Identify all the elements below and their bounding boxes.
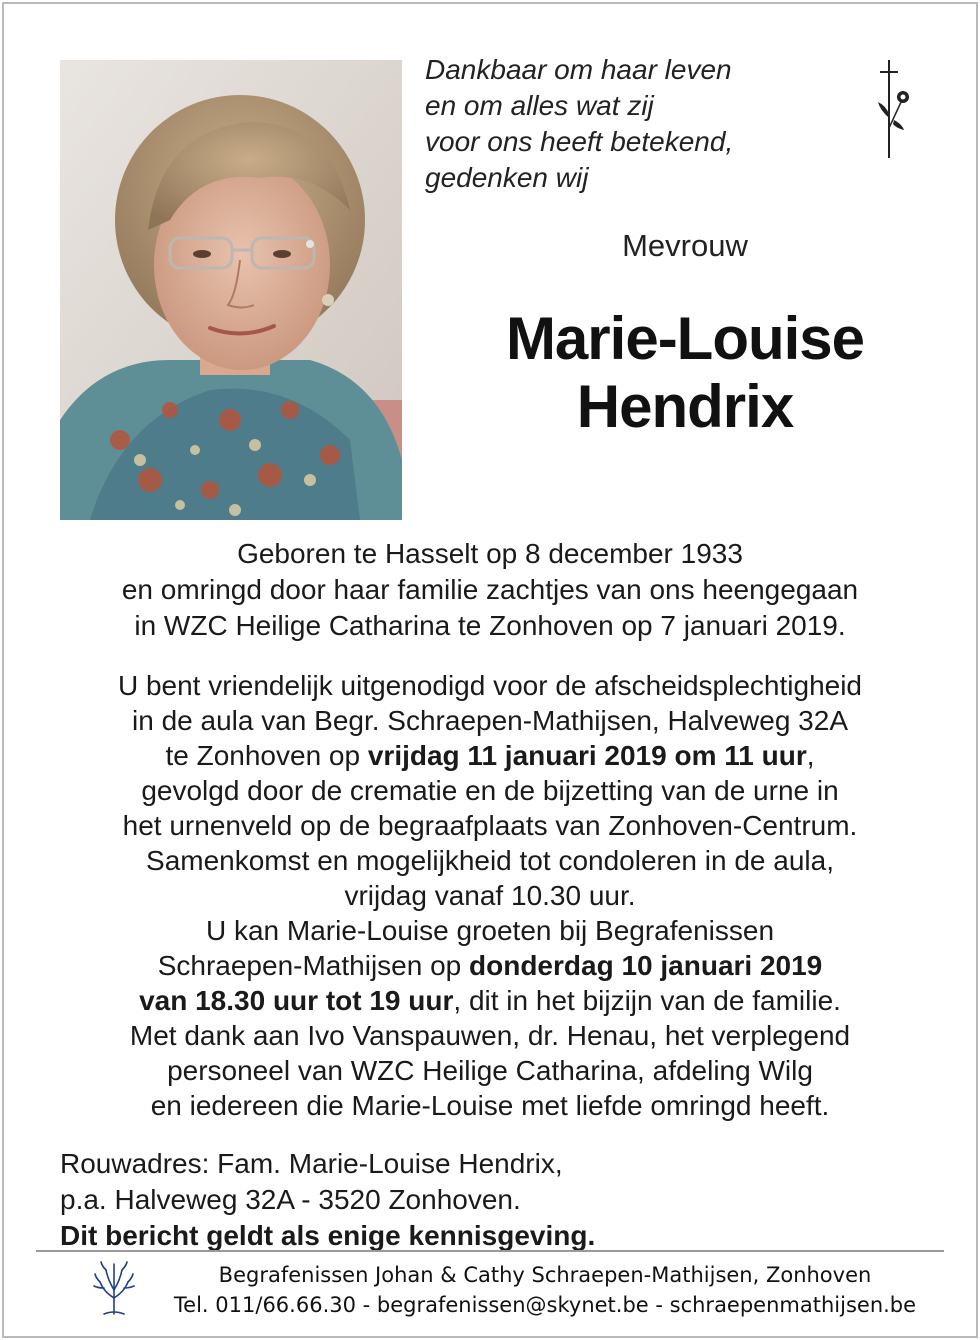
quote-line: voor ons heeft betekend, (425, 126, 734, 157)
text-line: Met dank aan Ivo Vanspauwen, dr. Henau, het verplegend (129, 1020, 851, 1051)
cross-with-rose-icon (872, 58, 912, 165)
address-line: Rouwadres: Fam. Marie-Louise Hendrix, (60, 1148, 563, 1179)
text-line (0, 983, 980, 1018)
ceremony-invitation (0, 668, 980, 1123)
visitation-date: donderdag 10 januari 2019 (469, 950, 823, 981)
salutation: Mevrouw (622, 228, 748, 263)
deceased-name (440, 305, 930, 441)
text-line: in WZC Heilige Catharina te Zonhoven op 7 januari 2019. (134, 610, 846, 641)
funeral-home-name: Begrafenissen Johan & Cathy Schraepen-Mathijsen, Zonhoven (218, 1263, 872, 1287)
text-line: en omringd door haar familie zachtjes van ons heengegaan (121, 574, 859, 605)
first-name: Marie-Louise (505, 305, 865, 372)
text-line: en iedereen die Marie-Louise met liefde omringd heeft. (150, 1090, 830, 1121)
quote-line: Dankbaar om haar leven (425, 54, 732, 85)
text-segment: Schraepen-Mathijsen op (157, 950, 470, 981)
text-segment: te Zonhoven op (165, 740, 368, 771)
birth-death-info (0, 536, 980, 644)
text-segment: , (806, 740, 815, 771)
last-name: Hendrix (576, 373, 794, 440)
text-line: gevolgd door de crematie en de bijzetting van de urne in (141, 775, 839, 806)
text-line (0, 738, 980, 773)
quote-line: en om alles wat zij (425, 90, 654, 121)
memorial-quote (425, 52, 805, 196)
text-line: vrijdag vanaf 10.30 uur. (344, 880, 636, 911)
funeral-home-footer (150, 1260, 940, 1320)
ceremony-date: vrijdag 11 januari 2019 om 11 uur (367, 740, 807, 771)
text-line: personeel van WZC Heilige Catharina, afdeling Wilg (167, 1055, 813, 1086)
funeral-home-contact: Tel. 011/66.66.30 - begrafenissen@skynet.be - schraepenmathijsen.be (173, 1293, 917, 1317)
text-line (0, 948, 980, 983)
tree-logo-icon (92, 1258, 136, 1321)
sole-notice: Dit bericht geldt als enige kennisgeving. (60, 1220, 596, 1251)
text-line: U bent vriendelijk uitgenodigd voor de afscheidsplechtigheid (117, 670, 863, 701)
footer-divider (36, 1250, 944, 1252)
address-line: p.a. Halveweg 32A - 3520 Zonhoven. (60, 1184, 521, 1215)
text-line: U kan Marie-Louise groeten bij Begrafenissen (205, 915, 775, 946)
portrait-photo (60, 60, 402, 520)
text-line: Geboren te Hasselt op 8 december 1933 (237, 538, 743, 569)
text-segment: , dit in het bijzijn van de familie. (453, 985, 841, 1016)
mourning-address (60, 1146, 940, 1254)
visitation-time: van 18.30 uur tot 19 uur (139, 985, 454, 1016)
text-line: het urnenveld op de begraafplaats van Zonhoven-Centrum. (122, 810, 858, 841)
text-line: in de aula van Begr. Schraepen-Mathijsen, Halveweg 32A (132, 705, 848, 736)
text-line: Samenkomst en mogelijkheid tot condoleren in de aula, (146, 845, 834, 876)
quote-line: gedenken wij (425, 162, 589, 193)
